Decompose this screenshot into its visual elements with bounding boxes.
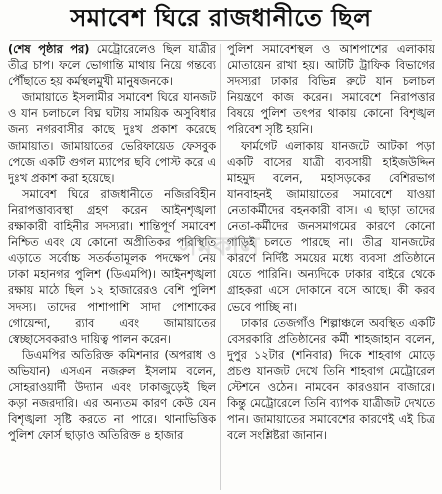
continued-label: (শেষ পৃষ্ঠার পর) [8, 43, 90, 56]
newspaper-watermark: সমকাল [179, 232, 261, 262]
right-column [227, 42, 435, 494]
paragraph-7: ঢাকার তেজগাঁও শিল্পাঞ্চলে অবস্থিত একটি বেসরকারি প্রতিষ্ঠানের কর্মী শাহজাহান বলেন, দুপুর ১২টার (শনিবার) দিকে শাহবাগ মোড়ে প্রচণ্ড যানজট দেখে তিনি শাহবাগ মেট্রোরেল স্টেশনে ওঠেন। নামবেন কারওয়ান বাজারে। কিন্তু মেট্রোরেলে তিনি ব্যাপক যাত্রীজট দেখতে পান। জামায়াতের সমাবেশের কারণেই এই চিত্র বলে সংশ্লিষ্টরা জানান। [227, 316, 435, 443]
paragraph-4: ডিএমপির অতিরিক্ত কমিশনার (অপরাধ ও অভিযান) এসএন নজরুল ইসলাম বলেন, সোহরাওয়ার্দী উদ্যান এবং ঢাকাজুড়েই ছিল কড়া নজরদারি। এর অন্যতম কারণ কেউ যেন বিশৃঙ্খলা সৃষ্টি করতে না পারে। থানাভিত্তিক পুলিশ ফোর্স ছাড়াও অতিরিক্ত ৪ হাজার [8, 348, 216, 443]
paragraph-3: সমাবেশ ঘিরে রাজধানীতে নজিরবিহীন নিরাপত্তাব্যবস্থা গ্রহণ করেন আইনশৃঙ্খলা রক্ষাকারী বাহিনীর সদস্যরা। শান্তিপূর্ণ সমাবেশ নিশ্চিত এবং যে কোনো অপ্রীতিকর পরিস্থিতি এড়াতে সর্বোচ্চ সতর্কতামূলক পদক্ষেপ নেয় ঢাকা মহানগর পুলিশ (ডিএমপি)। আইনশৃঙ্খলা রক্ষায় মাঠে ছিল ১২ হাজারেরও বেশি পুলিশ সদস্য। তাদের পাশাপাশি সাদা পোশাকের গোয়েন্দা, র‍্যাব এবং জামায়াতের স্বেচ্ছাসেবকরাও দায়িত্ব পালন করেন। [8, 187, 216, 346]
article-headline: সমাবেশ ঘিরে রাজধানীতে ছিল [70, 3, 372, 32]
paragraph-1 [8, 42, 216, 90]
paragraph-6: ফার্মগেট এলাকায় যানজটে আটকা পড়া একটি বাসের যাত্রী ব্যবসায়ী হাইজউদ্দিন মাহমুদ বলেন, মহাসড়কের বেশিরভাগ যানবাহনই জামায়াতের সমাবেশে যাওয়া নেতাকর্মীদের বহনকারী বাস। এ ছাড়া তাদের নেতা-কর্মীদের জনসমাগমের কারণে কোনো গাড়িই চলতে পারছে না। তীব্র যানজটের কারণে নির্দিষ্ট সময়ের মধ্যে ব্যবসা প্রতিষ্ঠানে যেতে পারিনি। অন্যদিকে ঢাকার বাইরে থেকে গ্রাহকরা এসে দোকানে বসে আছে। কী করব ভেবে পাচ্ছি না। [227, 139, 435, 314]
headline-rule [10, 40, 432, 41]
paragraph-1-text: মেট্রোরেলেও ছিল যাত্রীর তীব্র চাপ। ফলে ভোগান্তি মাথায় নিয়ে গন্তব্যে পৌঁছাতে হয় কর্মস্থলমুখী মানুষজনকে। [8, 43, 216, 89]
column-divider [220, 44, 221, 490]
paragraph-5: পুলিশ সমাবেশস্থল ও আশপাশের এলাকায় মোতায়েন রাখা হয়। আটটি ট্রাফিক বিভাগের সদস্যরা ঢাকার বিভিন্ন রুটে যান চলাচল নিয়ন্ত্রণে কাজ করেন। সমাবেশে নিরাপত্তার বিষয়ে পুলিশ তৎপর থাকায় কোনো বিশৃঙ্খল পরিবেশ সৃষ্টি হয়নি। [227, 43, 435, 137]
paragraph-2: জামায়াতে ইসলামীর সমাবেশ ঘিরে যানজট ও যান চলাচলে বিঘ্ন ঘটায় সাময়িক অসুবিধার জন্য নগরবাসীর কাছে দুঃখ প্রকাশ করেছে জামায়াত। জামায়াতের ভেরিফায়েড ফেসবুক পেজে একটি গুগল ম্যাপের ছবি পোস্ট করে এ দুঃখ প্রকাশ করা হয়েছে। [8, 91, 216, 185]
left-column [8, 42, 216, 494]
